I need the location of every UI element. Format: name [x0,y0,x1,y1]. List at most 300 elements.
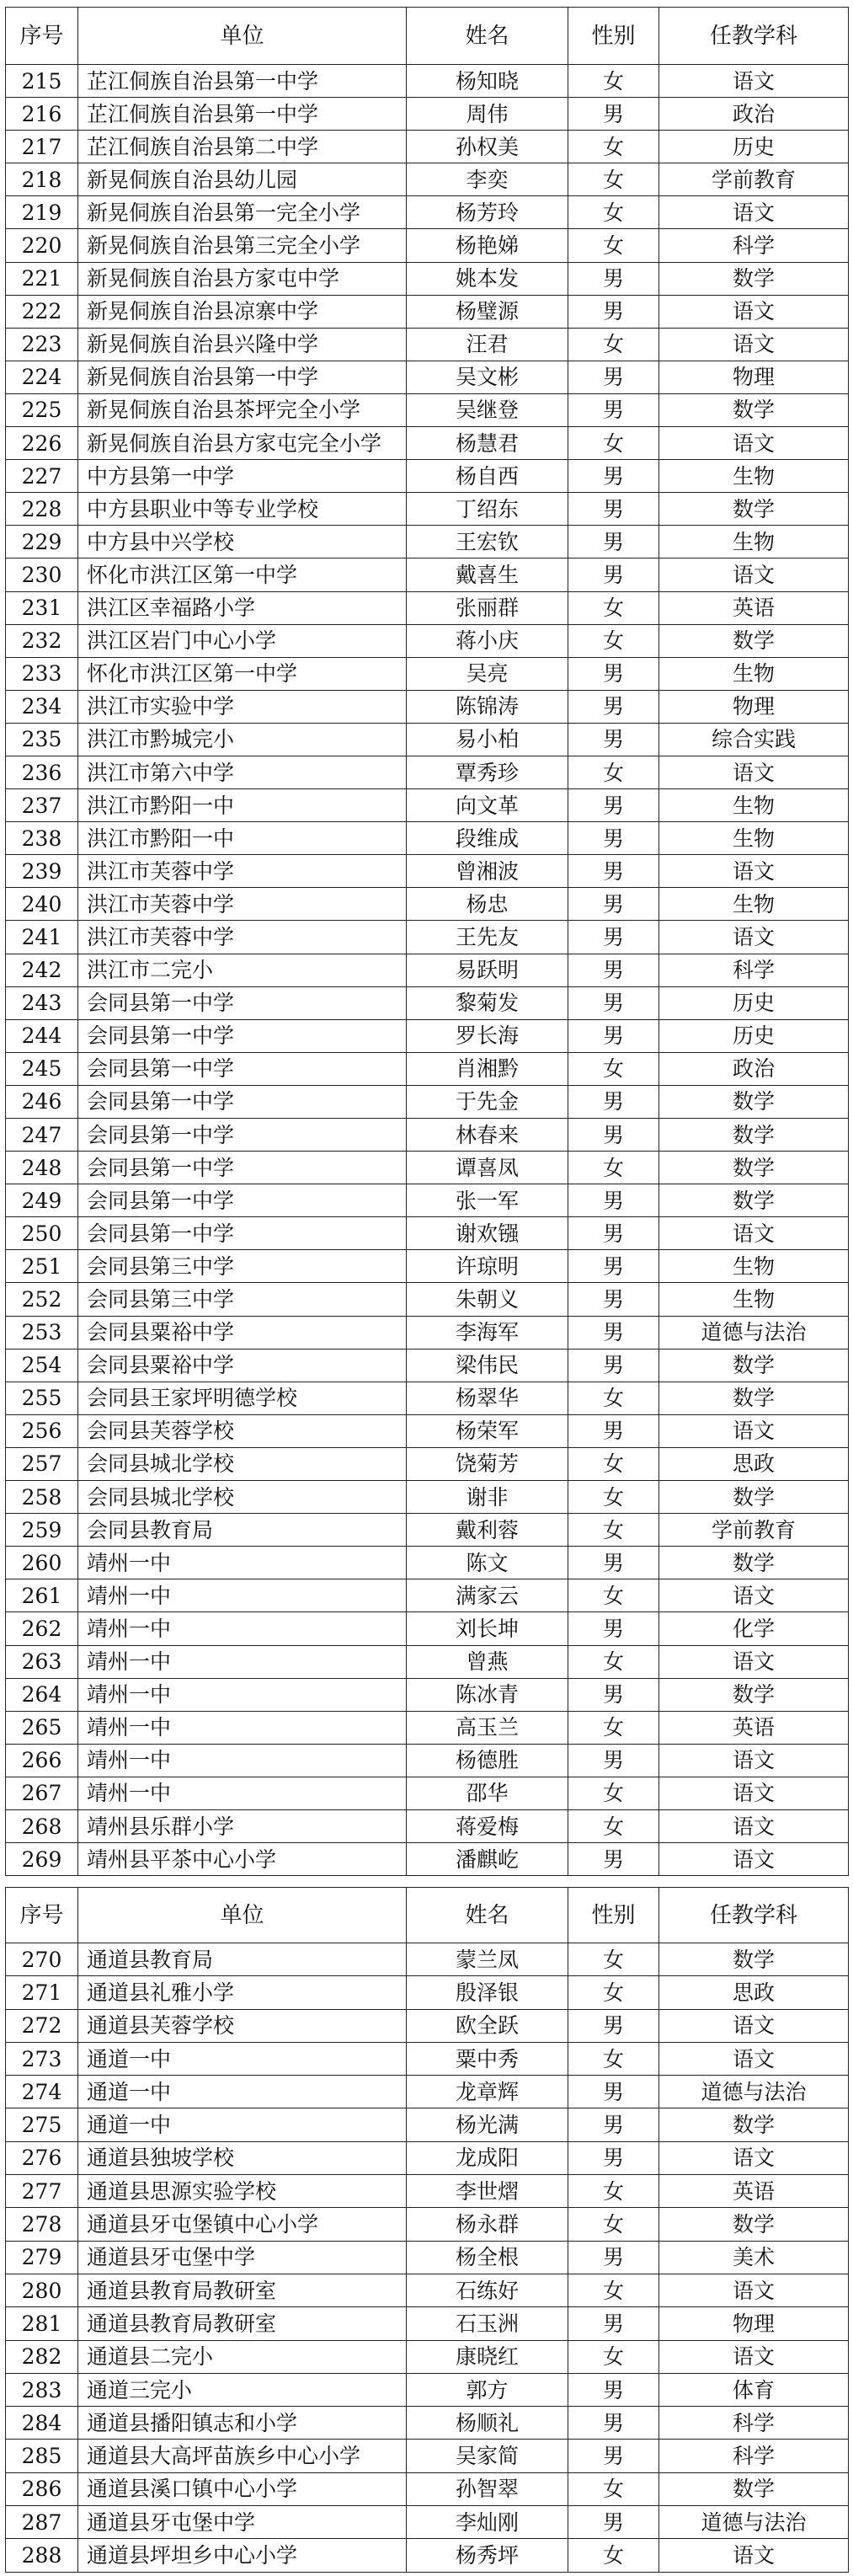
table-row [6,921,849,954]
cell-name: 潘麒屹 [407,1843,568,1876]
cell-subject: 思政 [659,1976,849,2009]
table-row [6,789,849,822]
cell-index: 251 [6,1250,78,1283]
cell-unit: 会同县第一中学 [78,1085,407,1118]
cell-index: 282 [6,2340,78,2373]
table-row [6,2373,849,2406]
cell-index: 253 [6,1316,78,1349]
cell-subject: 语文 [659,1414,849,1447]
cell-name: 朱朝义 [407,1283,568,1316]
table-row [6,2407,849,2440]
cell-name: 向文革 [407,789,568,822]
cell-name: 孙权美 [407,131,568,163]
table-row [6,1976,849,2009]
table-row [6,822,849,855]
cell-gender: 男 [568,1744,659,1777]
cell-index: 257 [6,1447,78,1480]
cell-gender: 女 [568,328,659,361]
cell-subject: 语文 [659,1744,849,1777]
cell-index: 241 [6,921,78,954]
cell-unit: 新晃侗族自治县茶坪完全小学 [78,393,407,426]
cell-subject: 数学 [659,1547,849,1579]
cell-index: 237 [6,789,78,822]
cell-index: 242 [6,954,78,986]
header-name: 姓名 [407,1888,568,1943]
cell-subject: 历史 [659,1019,849,1052]
cell-index: 236 [6,756,78,788]
cell-unit: 通道县礼雅小学 [78,1976,407,2009]
cell-name: 杨永群 [407,2208,568,2241]
cell-gender: 女 [568,1514,659,1547]
cell-unit: 靖州一中 [78,1678,407,1711]
cell-name: 戴喜生 [407,558,568,591]
table-row [6,1579,849,1612]
cell-gender: 男 [568,1316,659,1349]
cell-unit: 洪江市芙蓉中学 [78,888,407,921]
cell-name: 龙成阳 [407,2141,568,2174]
table-row [6,1019,849,1052]
cell-gender: 女 [568,1809,659,1842]
table-row [6,1283,849,1316]
cell-index: 265 [6,1711,78,1744]
cell-gender: 男 [568,1843,659,1876]
cell-subject: 语文 [659,1217,849,1250]
cell-name: 饶菊芳 [407,1447,568,1480]
table-row [6,2506,849,2539]
cell-subject: 语文 [659,921,849,954]
table-row [6,1349,849,1382]
cell-name: 吴文彬 [407,361,568,393]
table-row [6,361,849,393]
cell-name: 粟中秀 [407,2042,568,2075]
cell-unit: 会同县第一中学 [78,1184,407,1217]
cell-index: 275 [6,2108,78,2141]
cell-name: 林春来 [407,1119,568,1152]
table-row [6,1711,849,1744]
table-row [6,2340,849,2373]
cell-unit: 中方县职业中等专业学校 [78,493,407,526]
cell-unit: 会同县教育局 [78,1514,407,1547]
cell-name: 段维成 [407,822,568,855]
cell-name: 覃秀珍 [407,756,568,788]
cell-index: 268 [6,1809,78,1842]
cell-unit: 洪江区幸福路小学 [78,591,407,624]
cell-index: 276 [6,2141,78,2174]
cell-index: 231 [6,591,78,624]
cell-name: 吴亮 [407,657,568,690]
cell-subject: 语文 [659,2274,849,2306]
table-row [6,1744,849,1777]
cell-name: 蒋小庆 [407,624,568,657]
cell-gender: 男 [568,1119,659,1152]
table-row [6,1943,849,1976]
cell-unit: 通道县牙屯堡镇中心小学 [78,2208,407,2241]
table-row [6,1645,849,1678]
cell-subject: 学前教育 [659,1514,849,1547]
cell-unit: 靖州一中 [78,1547,407,1579]
cell-gender: 女 [568,131,659,163]
cell-unit: 靖州一中 [78,1612,407,1645]
cell-unit: 芷江侗族自治县第一中学 [78,65,407,98]
cell-index: 244 [6,1019,78,1052]
cell-subject: 语文 [659,1777,849,1809]
header-index: 序号 [6,1888,78,1943]
cell-name: 易跃明 [407,954,568,986]
cell-index: 226 [6,427,78,460]
table-row [6,723,849,756]
table-row [6,954,849,986]
cell-unit: 靖州县平茶中心小学 [78,1843,407,1876]
table-row [6,2009,849,2042]
cell-name: 陈冰青 [407,1678,568,1711]
cell-index: 263 [6,1645,78,1678]
cell-subject: 语文 [659,2009,849,2042]
cell-subject: 科学 [659,2407,849,2440]
cell-unit: 会同县城北学校 [78,1481,407,1514]
cell-subject: 道德与法治 [659,1316,849,1349]
cell-subject: 语文 [659,1809,849,1842]
cell-name: 陈文 [407,1547,568,1579]
cell-name: 曾湘波 [407,855,568,888]
cell-index: 273 [6,2042,78,2075]
cell-index: 255 [6,1382,78,1414]
cell-gender: 男 [568,393,659,426]
cell-unit: 通道县大高坪苗族乡中心小学 [78,2440,407,2472]
cell-subject: 生物 [659,460,849,493]
header-index: 序号 [6,8,78,65]
cell-subject: 语文 [659,1843,849,1876]
cell-name: 王宏钦 [407,526,568,558]
cell-subject: 学前教育 [659,163,849,196]
cell-gender: 男 [568,361,659,393]
cell-subject: 生物 [659,657,849,690]
cell-index: 247 [6,1119,78,1152]
table-row [6,2108,849,2141]
table-row [6,756,849,788]
cell-index: 222 [6,295,78,328]
cell-name: 张丽群 [407,591,568,624]
cell-subject: 历史 [659,131,849,163]
cell-gender: 男 [568,2141,659,2174]
table-row [6,2241,849,2274]
cell-subject: 政治 [659,98,849,131]
cell-gender: 男 [568,2108,659,2141]
cell-unit: 靖州一中 [78,1777,407,1809]
cell-unit: 通道县坪坦乡中心小学 [78,2539,407,2572]
cell-unit: 洪江市芙蓉中学 [78,855,407,888]
cell-subject: 数学 [659,2472,849,2505]
cell-subject: 语文 [659,2141,849,2174]
cell-name: 殷泽银 [407,1976,568,2009]
cell-unit: 靖州一中 [78,1579,407,1612]
table-row [6,1184,849,1217]
table-row [6,328,849,361]
cell-name: 杨艳娣 [407,229,568,262]
cell-subject: 历史 [659,986,849,1019]
cell-gender: 男 [568,1547,659,1579]
cell-subject: 生物 [659,789,849,822]
cell-index: 249 [6,1184,78,1217]
table-row [6,1514,849,1547]
cell-gender: 男 [568,493,659,526]
cell-subject: 语文 [659,558,849,591]
cell-subject: 数学 [659,1349,849,1382]
cell-index: 223 [6,328,78,361]
cell-index: 259 [6,1514,78,1547]
cell-unit: 洪江市实验中学 [78,690,407,723]
cell-gender: 女 [568,1777,659,1809]
cell-index: 225 [6,393,78,426]
cell-index: 246 [6,1085,78,1118]
cell-unit: 中方县第一中学 [78,460,407,493]
cell-gender: 男 [568,2241,659,2274]
cell-index: 271 [6,1976,78,2009]
cell-subject: 数学 [659,1943,849,1976]
cell-index: 272 [6,2009,78,2042]
cell-gender: 男 [568,2009,659,2042]
cell-name: 龙章辉 [407,2076,568,2108]
cell-index: 233 [6,657,78,690]
cell-subject: 语文 [659,196,849,229]
cell-unit: 会同县第一中学 [78,1152,407,1184]
cell-gender: 男 [568,1250,659,1283]
cell-unit: 新晃侗族自治县幼儿园 [78,163,407,196]
cell-name: 杨德胜 [407,1744,568,1777]
header-subject: 任教学科 [659,1888,849,1943]
cell-gender: 女 [568,2042,659,2075]
cell-unit: 会同县芙蓉学校 [78,1414,407,1447]
cell-unit: 洪江市黔城完小 [78,723,407,756]
cell-gender: 女 [568,756,659,788]
table-row [6,855,849,888]
cell-index: 240 [6,888,78,921]
cell-gender: 男 [568,2407,659,2440]
cell-gender: 女 [568,1152,659,1184]
cell-index: 218 [6,163,78,196]
table-row [6,2307,849,2340]
cell-gender: 女 [568,1579,659,1612]
cell-index: 258 [6,1481,78,1514]
cell-unit: 新晃侗族自治县方家屯中学 [78,262,407,295]
cell-gender: 男 [568,855,659,888]
cell-subject: 数学 [659,2108,849,2141]
cell-name: 石玉洲 [407,2307,568,2340]
cell-gender: 男 [568,690,659,723]
cell-index: 285 [6,2440,78,2472]
cell-subject: 生物 [659,526,849,558]
cell-subject: 政治 [659,1052,849,1085]
cell-name: 李奕 [407,163,568,196]
cell-name: 曾燕 [407,1645,568,1678]
header-subject: 任教学科 [659,8,849,65]
cell-gender: 男 [568,2307,659,2340]
table-row [6,1414,849,1447]
header-gender: 性别 [568,1888,659,1943]
cell-name: 戴利蓉 [407,1514,568,1547]
cell-subject: 语文 [659,2539,849,2572]
cell-unit: 洪江市二完小 [78,954,407,986]
cell-gender: 男 [568,2076,659,2108]
table-row [6,2440,849,2472]
cell-unit: 通道县教育局教研室 [78,2307,407,2340]
cell-name: 欧全跃 [407,2009,568,2042]
cell-unit: 通道县二完小 [78,2340,407,2373]
cell-index: 269 [6,1843,78,1876]
table-row [6,163,849,196]
cell-name: 汪君 [407,328,568,361]
cell-index: 250 [6,1217,78,1250]
cell-name: 杨顺礼 [407,2407,568,2440]
cell-unit: 会同县第一中学 [78,1217,407,1250]
cell-index: 239 [6,855,78,888]
cell-subject: 科学 [659,954,849,986]
cell-gender: 男 [568,2373,659,2406]
cell-index: 229 [6,526,78,558]
cell-name: 郭方 [407,2373,568,2406]
cell-gender: 男 [568,921,659,954]
cell-index: 215 [6,65,78,98]
table-row [6,1447,849,1480]
cell-subject: 物理 [659,690,849,723]
table-row [6,624,849,657]
cell-unit: 新晃侗族自治县兴隆中学 [78,328,407,361]
cell-unit: 通道县思源实验学校 [78,2175,407,2208]
cell-gender: 男 [568,2506,659,2539]
cell-name: 杨忠 [407,888,568,921]
cell-name: 蒙兰凤 [407,1943,568,1976]
cell-subject: 思政 [659,1447,849,1480]
cell-name: 许琼明 [407,1250,568,1283]
table-row [6,1152,849,1184]
cell-index: 264 [6,1678,78,1711]
cell-unit: 会同县王家坪明德学校 [78,1382,407,1414]
cell-index: 277 [6,2175,78,2208]
cell-name: 丁绍东 [407,493,568,526]
cell-name: 李灿刚 [407,2506,568,2539]
cell-index: 287 [6,2506,78,2539]
table-row [6,2539,849,2572]
cell-gender: 女 [568,1447,659,1480]
cell-subject: 数学 [659,624,849,657]
cell-gender: 男 [568,657,659,690]
cell-subject: 语文 [659,328,849,361]
cell-unit: 通道县牙屯堡中学 [78,2506,407,2539]
cell-subject: 语文 [659,756,849,788]
cell-subject: 生物 [659,822,849,855]
cell-gender: 男 [568,526,659,558]
table-row [6,1612,849,1645]
cell-unit: 芷江侗族自治县第二中学 [78,131,407,163]
table-row [6,1777,849,1809]
cell-gender: 男 [568,2440,659,2472]
cell-name: 邵华 [407,1777,568,1809]
table-row [6,229,849,262]
cell-index: 221 [6,262,78,295]
cell-name: 罗长海 [407,1019,568,1052]
cell-subject: 数学 [659,1678,849,1711]
cell-subject: 体育 [659,2373,849,2406]
cell-subject: 综合实践 [659,723,849,756]
table-row [6,558,849,591]
cell-unit: 洪江市芙蓉中学 [78,921,407,954]
cell-subject: 数学 [659,1382,849,1414]
table-row [6,65,849,98]
table-row [6,1547,849,1579]
cell-name: 谢非 [407,1481,568,1514]
cell-index: 216 [6,98,78,131]
cell-name: 杨荣军 [407,1414,568,1447]
cell-name: 黎菊发 [407,986,568,1019]
table-row [6,690,849,723]
cell-index: 217 [6,131,78,163]
cell-gender: 女 [568,2472,659,2505]
cell-gender: 男 [568,822,659,855]
table-row [6,1382,849,1414]
cell-subject: 道德与法治 [659,2506,849,2539]
cell-subject: 美术 [659,2241,849,2274]
cell-unit: 怀化市洪江区第一中学 [78,558,407,591]
cell-gender: 女 [568,624,659,657]
cell-gender: 女 [568,65,659,98]
cell-subject: 语文 [659,1579,849,1612]
cell-unit: 通道一中 [78,2076,407,2108]
cell-subject: 英语 [659,2175,849,2208]
cell-name: 杨璧源 [407,295,568,328]
cell-unit: 会同县粟裕中学 [78,1316,407,1349]
cell-gender: 女 [568,1382,659,1414]
cell-subject: 语文 [659,1645,849,1678]
cell-index: 252 [6,1283,78,1316]
teacher-table-1 [5,7,849,1876]
cell-index: 274 [6,2076,78,2108]
cell-gender: 男 [568,1414,659,1447]
cell-subject: 物理 [659,2307,849,2340]
cell-subject: 英语 [659,1711,849,1744]
cell-subject: 数学 [659,1481,849,1514]
cell-name: 杨秀坪 [407,2539,568,2572]
cell-unit: 靖州一中 [78,1744,407,1777]
table-row [6,295,849,328]
cell-subject: 道德与法治 [659,2076,849,2108]
cell-index: 256 [6,1414,78,1447]
cell-name: 杨自西 [407,460,568,493]
table-row [6,526,849,558]
cell-unit: 中方县中兴学校 [78,526,407,558]
cell-name: 谢欢镪 [407,1217,568,1250]
cell-gender: 女 [568,1481,659,1514]
cell-index: 232 [6,624,78,657]
cell-gender: 男 [568,1678,659,1711]
cell-unit: 会同县第一中学 [78,986,407,1019]
table-row [6,1119,849,1152]
cell-name: 张一军 [407,1184,568,1217]
cell-name: 杨慧君 [407,427,568,460]
table-row [6,1217,849,1250]
cell-gender: 女 [568,196,659,229]
cell-subject: 语文 [659,2340,849,2373]
cell-subject: 生物 [659,888,849,921]
cell-unit: 靖州县乐群小学 [78,1809,407,1842]
table-row [6,2472,849,2505]
cell-name: 谭喜凤 [407,1152,568,1184]
cell-index: 281 [6,2307,78,2340]
cell-index: 220 [6,229,78,262]
cell-unit: 洪江区岩门中心小学 [78,624,407,657]
cell-name: 孙智翠 [407,2472,568,2505]
table-row [6,98,849,131]
cell-unit: 通道县溪口镇中心小学 [78,2472,407,2505]
table-row [6,1316,849,1349]
